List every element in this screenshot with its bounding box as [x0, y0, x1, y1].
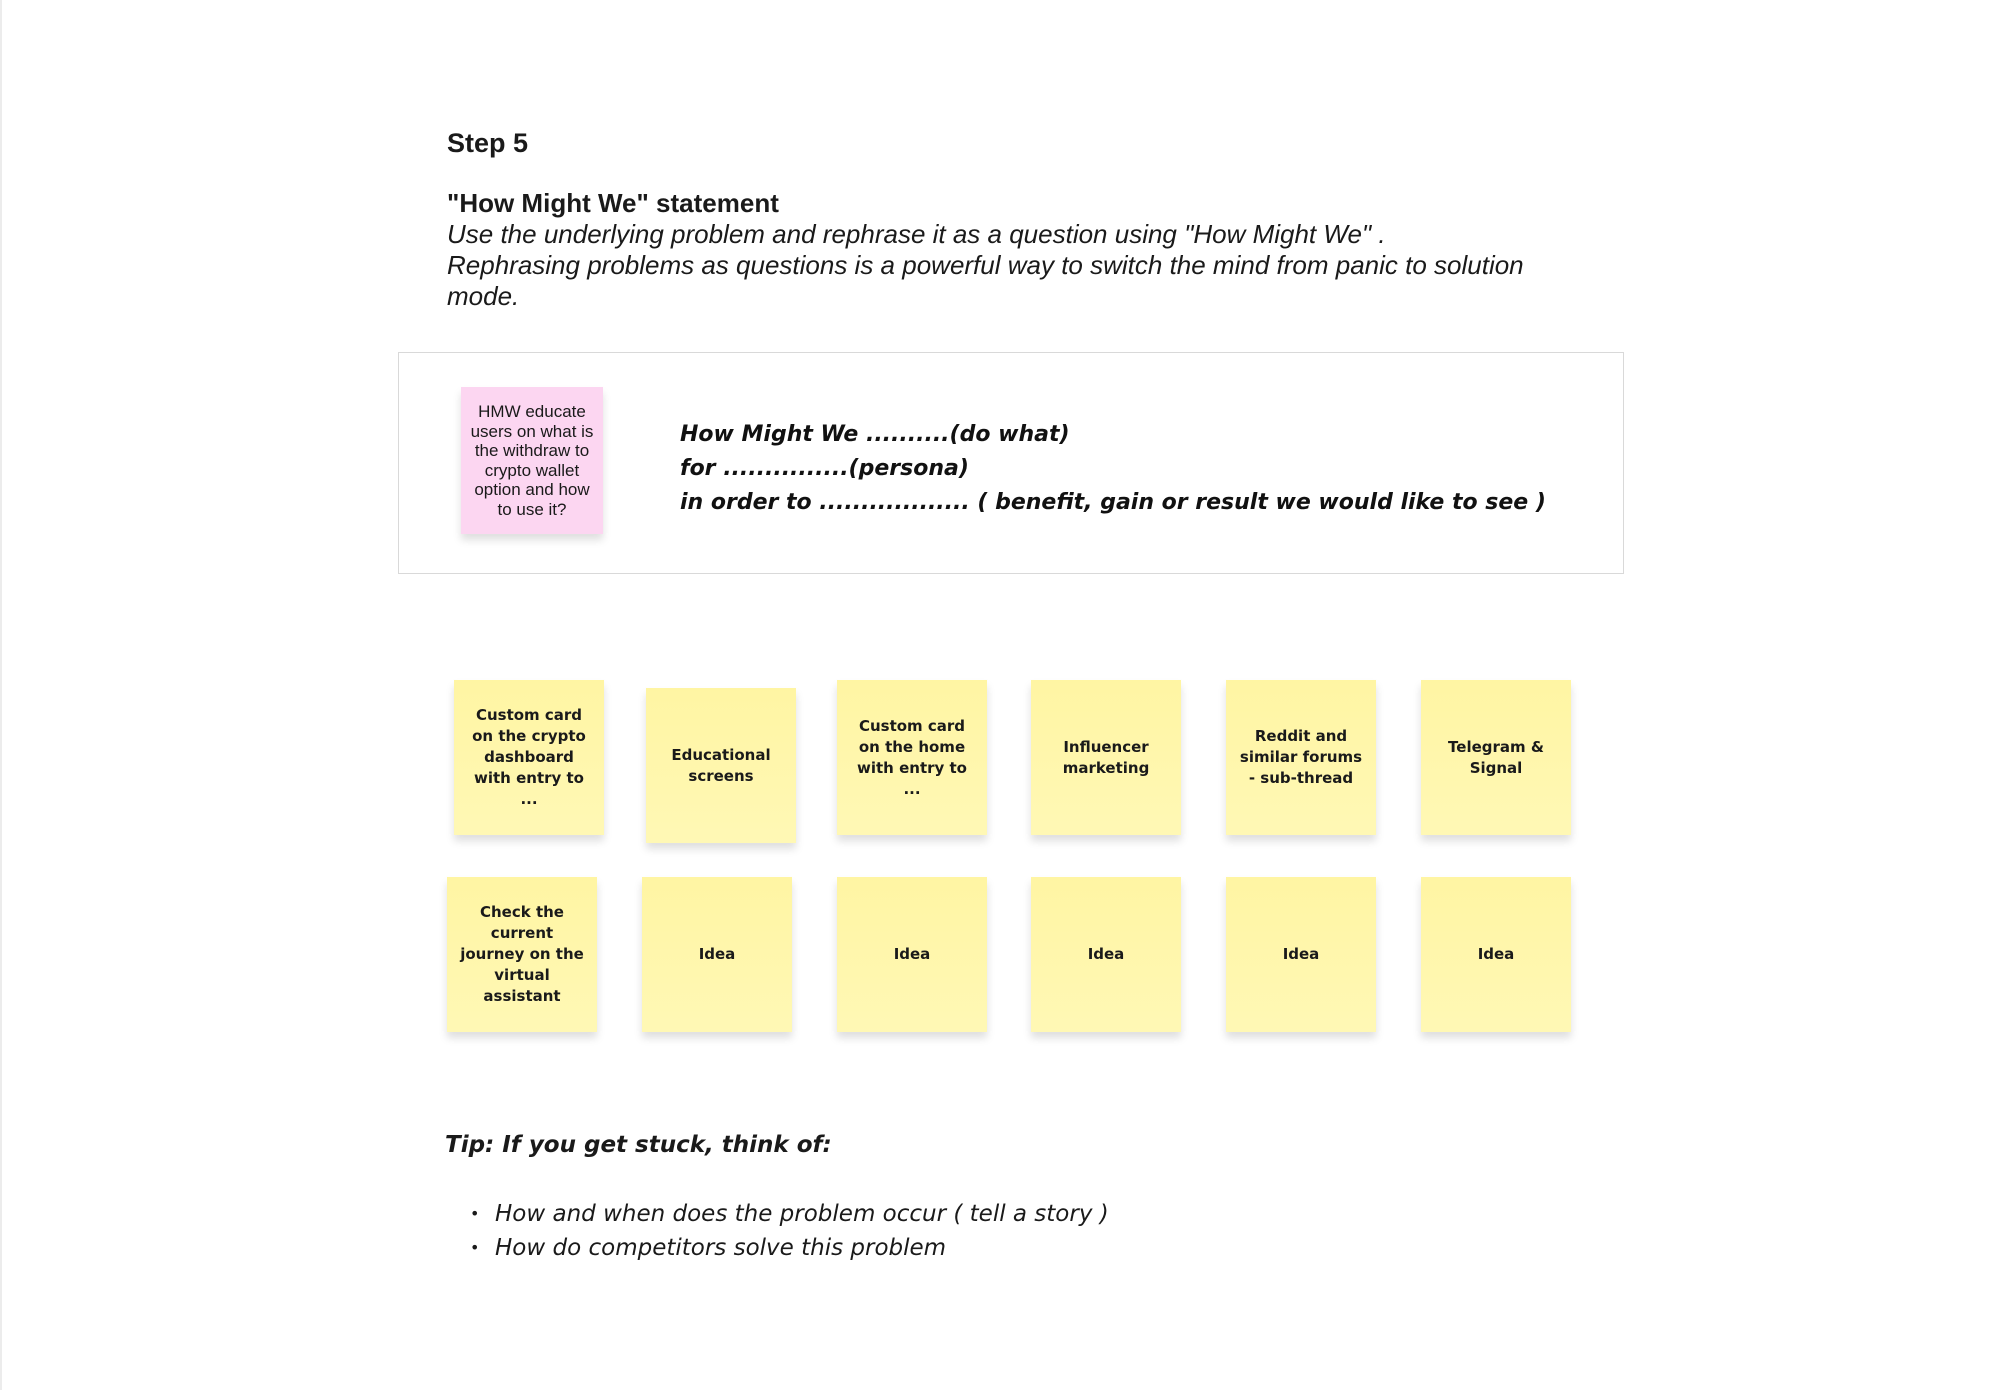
idea-sticky-note[interactable] [1031, 877, 1181, 1032]
template-line-persona: for ...............(persona) [680, 456, 969, 481]
idea-sticky-note[interactable] [646, 688, 796, 843]
idea-sticky-note[interactable] [454, 680, 604, 835]
idea-sticky-note[interactable] [837, 680, 987, 835]
idea-sticky-note[interactable] [837, 877, 987, 1032]
step-header [447, 128, 1597, 312]
idea-sticky-note[interactable] [1226, 877, 1376, 1032]
idea-sticky-text: Idea [893, 945, 931, 963]
tip-list [470, 1197, 1109, 1265]
template-line-benefit: in order to .................. ( benefit, gain or result we would like to see ) [680, 490, 1546, 515]
hmw-template [680, 418, 1580, 520]
idea-sticky-text: Custom card on the home with entry to ... [857, 716, 967, 798]
tip-title: Tip: If you get stuck, think of: [445, 1132, 832, 1158]
bullet-icon: • [470, 1204, 480, 1223]
idea-sticky-note[interactable] [1421, 877, 1571, 1032]
idea-sticky-text: Custom card on the crypto dashboard with entry to ... [472, 706, 586, 808]
idea-sticky-note[interactable] [447, 877, 597, 1032]
idea-sticky-text: Check the current journey on the virtual assistant [460, 903, 584, 1005]
hmw-title: "How Might We" statement [447, 188, 779, 218]
problem-sticky-text: HMW educate users on what is the withdraw to crypto wallet option and how to use it? [470, 402, 594, 519]
idea-sticky-text: Telegram & Signal [1448, 737, 1544, 777]
template-line-do-what: How Might We ..........(do what) [680, 422, 1070, 447]
canvas-edge [0, 0, 2, 1390]
bullet-icon: • [470, 1238, 480, 1257]
idea-sticky-note[interactable] [1031, 680, 1181, 835]
idea-sticky-text: Idea [1087, 945, 1125, 963]
idea-sticky-text: Influencer marketing [1062, 737, 1150, 777]
instruction-line-1: Use the underlying problem and rephrase it as a question using "How Might We" . [447, 219, 1386, 249]
idea-sticky-text: Reddit and similar forums - sub-thread [1239, 727, 1363, 787]
idea-sticky-note[interactable] [1226, 680, 1376, 835]
idea-sticky-text: Idea [1282, 945, 1320, 963]
tip-item-text: How do competitors solve this problem [495, 1235, 947, 1261]
idea-sticky-text: Educational screens [671, 745, 771, 785]
idea-sticky-text: Idea [698, 945, 736, 963]
step-title: Step 5 [447, 128, 529, 158]
instruction-line-2: Rephrasing problems as questions is a powerful way to switch the mind from panic to solution mode. [447, 250, 1524, 311]
tip-item [470, 1197, 1109, 1231]
tip-item [470, 1231, 1109, 1265]
idea-sticky-note[interactable] [1421, 680, 1571, 835]
idea-sticky-note[interactable] [642, 877, 792, 1032]
tip-item-text: How and when does the problem occur ( tell a story ) [495, 1201, 1109, 1227]
idea-sticky-text: Idea [1477, 945, 1515, 963]
problem-sticky-note[interactable] [461, 387, 603, 534]
